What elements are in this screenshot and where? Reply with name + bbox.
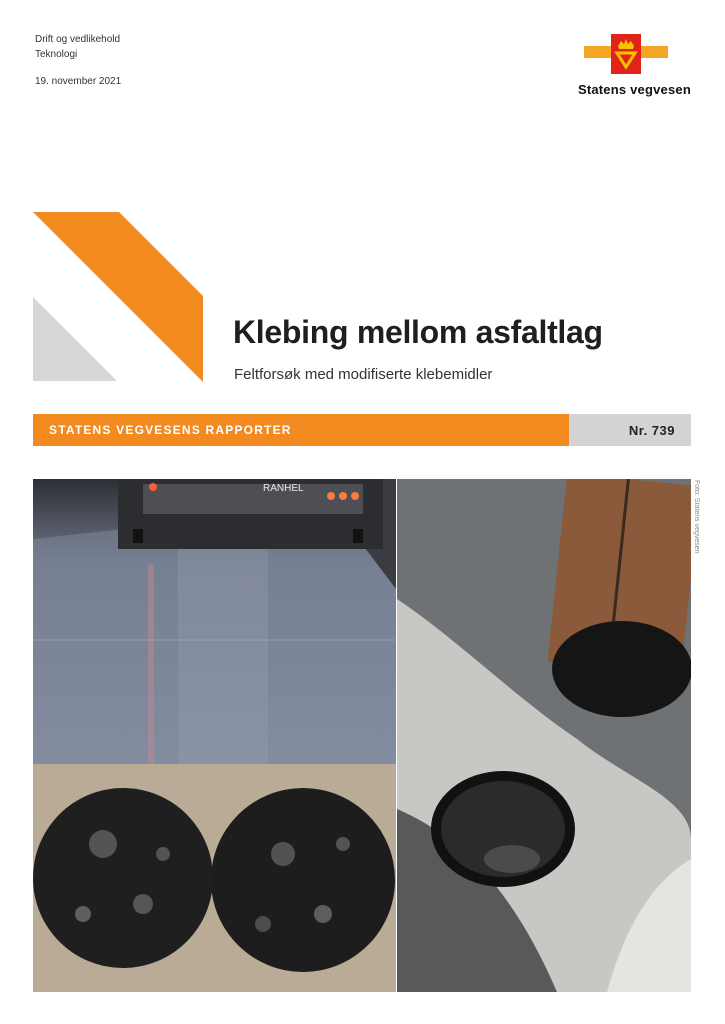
report-title: Klebing mellom asfaltlag [233,314,603,350]
decorative-stripe-graphic [33,212,203,382]
brand-name: Statens vegvesen [577,82,691,97]
report-subtitle: Feltforsøk med modifiserte klebemidler [234,366,493,383]
statens-vegvesen-crest-icon [576,32,676,76]
truck-plate: RANHEL [263,483,304,494]
report-number: Nr. 739 [628,423,675,438]
department-text: Drift og vedlikehold [35,34,121,45]
section-text: Teknologi [35,49,78,60]
series-label-bar [33,414,569,446]
truck-spraying-tack-coat-photo [33,479,396,764]
asphalt-core-samples-photo [33,764,396,992]
report-number-box [569,414,691,446]
series-label: STATENS VEGVESENS RAPPORTER [49,423,292,437]
series-band [33,414,691,446]
date-text: 19. november 2021 [35,76,122,87]
cover-photo-collage [33,479,691,992]
brand-logo [561,32,691,97]
core-drill-hole-photo [397,479,691,992]
photo-credit: Foto: Statens vegvesen [693,480,700,554]
header-meta [35,32,121,89]
